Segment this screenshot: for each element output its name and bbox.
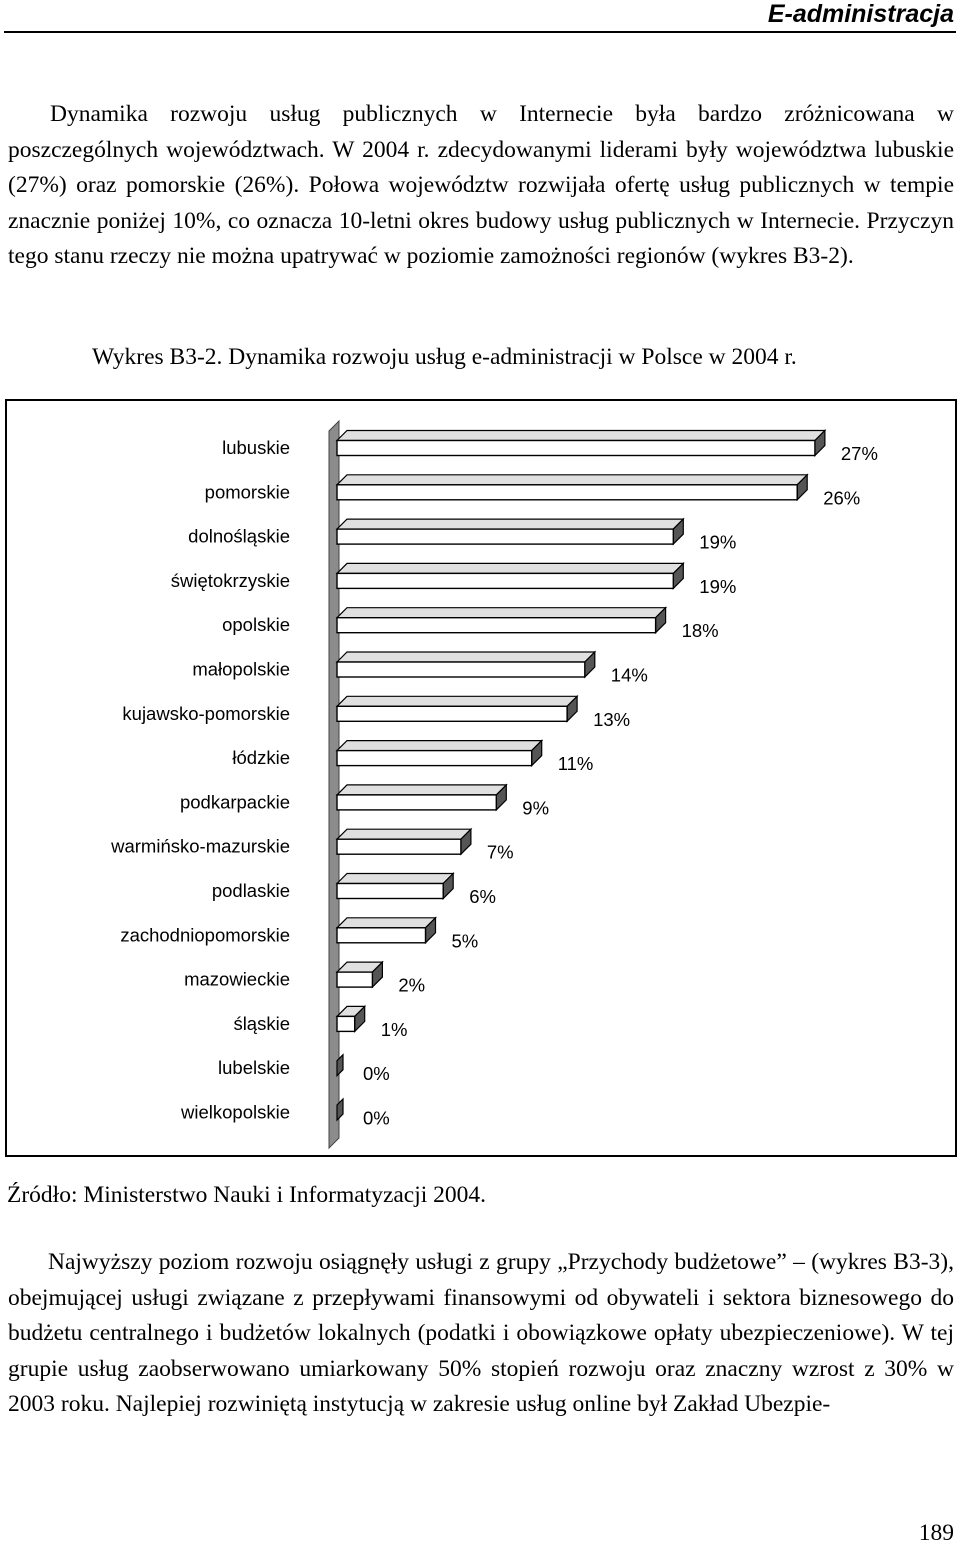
category-label: małopolskie — [192, 658, 290, 680]
bar — [337, 972, 372, 987]
category-label: lubuskie — [222, 437, 290, 458]
bar-top — [337, 475, 807, 485]
page-number: 189 — [918, 1520, 954, 1546]
category-label: podkarpackie — [179, 791, 290, 813]
bar-top — [337, 563, 683, 573]
bar — [337, 441, 815, 456]
value-label: 27% — [840, 443, 878, 464]
value-label: 19% — [699, 575, 737, 597]
value-label: 7% — [486, 841, 514, 863]
value-label: 0% — [363, 1107, 390, 1129]
category-label: wielkopolskie — [181, 1101, 290, 1123]
value-label: 18% — [681, 620, 719, 642]
bar — [337, 618, 656, 633]
intro-paragraph: Dynamika rozwoju usług publicznych w Internecie była bardzo zróżnicowana w poszczególnych województwach. W 2004 r. zdecydowanymi liderami były województwa lubuskie (27%) oraz pomorskie (26%). Połowa województw rozwijała ofertę usług publicznych w tempie znacznie poniżej 10%, co oznacza 10-letni okres budowy usług publicznych w Internecie. Przyczyn tego stanu rzeczy nie można upatrywać w poziomie zamożności regionów (wykres B3-2). — [8, 101, 954, 269]
category-label: śląskie — [233, 1012, 290, 1034]
bar — [337, 662, 585, 677]
value-label: 2% — [398, 974, 426, 996]
bar-top — [337, 652, 595, 662]
category-label: podlaskie — [211, 880, 290, 901]
page-header — [0, 0, 960, 34]
bar-top — [337, 431, 825, 441]
bar-top — [337, 741, 542, 751]
bar — [337, 573, 673, 588]
category-label: opolskie — [222, 614, 290, 636]
value-label: 14% — [610, 664, 648, 686]
category-label: zachodniopomorskie — [120, 924, 290, 946]
bar-top — [337, 829, 471, 839]
bar-top — [337, 785, 506, 795]
bar-top — [337, 608, 666, 618]
chart-caption: Wykres B3-2. Dynamika rozwoju usług e-administracji w Polsce w 2004 r. — [92, 344, 797, 370]
header-rule — [4, 31, 956, 33]
value-label: 13% — [593, 708, 631, 730]
bar — [337, 485, 797, 500]
category-label: mazowieckie — [184, 968, 290, 990]
bar — [337, 839, 461, 854]
value-label: 9% — [522, 797, 550, 819]
bar — [337, 884, 443, 899]
value-label: 26% — [823, 487, 861, 509]
bar-top — [337, 519, 683, 529]
bar-chart — [7, 401, 955, 1155]
body-paragraph: Najwyższy poziom rozwoju osiągnęły usługi z grupy „Przychody budżetowe” – (wykres B3-3), obejmującej usługi związane z przepływami finansowymi od obywateli i sektora biznesowego do budżetu centralnego i budżetów lokalnych (podatki i obowiązkowe opłaty ubezpieczeniowe). W tej grupie usług zaobserwowano umiarkowany 50% stopień rozwoju oraz znaczny wzrost z 30% w 2003 roku. Najlepiej rozwiniętą instytucją w zakresie usług online był Zakład Ubezpie- — [8, 1249, 954, 1417]
bar — [337, 529, 673, 544]
bar-top — [337, 874, 453, 884]
header-title: E-administracja — [767, 0, 954, 28]
category-label: lubelskie — [218, 1057, 290, 1079]
category-label: kujawsko-pomorskie — [122, 702, 290, 724]
category-label: świętokrzyskie — [170, 569, 290, 591]
category-label: warmińsko-mazurskie — [111, 835, 290, 857]
bar — [337, 1016, 355, 1031]
value-label: 11% — [557, 753, 594, 775]
category-label: pomorskie — [204, 481, 290, 503]
value-label: 0% — [363, 1063, 390, 1085]
category-label: dolnośląskie — [188, 525, 290, 547]
chart-source: Źródło: Ministerstwo Nauki i Informatyzacji 2004. — [7, 1182, 487, 1208]
bar — [337, 795, 496, 810]
value-label: 19% — [699, 531, 737, 553]
value-label: 1% — [380, 1018, 408, 1040]
chart-frame — [5, 399, 957, 1157]
value-label: 5% — [451, 930, 479, 952]
bar — [337, 706, 567, 721]
bar-top — [337, 696, 577, 706]
bar-top — [337, 918, 436, 928]
bar — [337, 751, 532, 766]
value-label: 6% — [469, 886, 496, 907]
category-label: łódzkie — [232, 747, 290, 769]
bar — [337, 928, 426, 943]
